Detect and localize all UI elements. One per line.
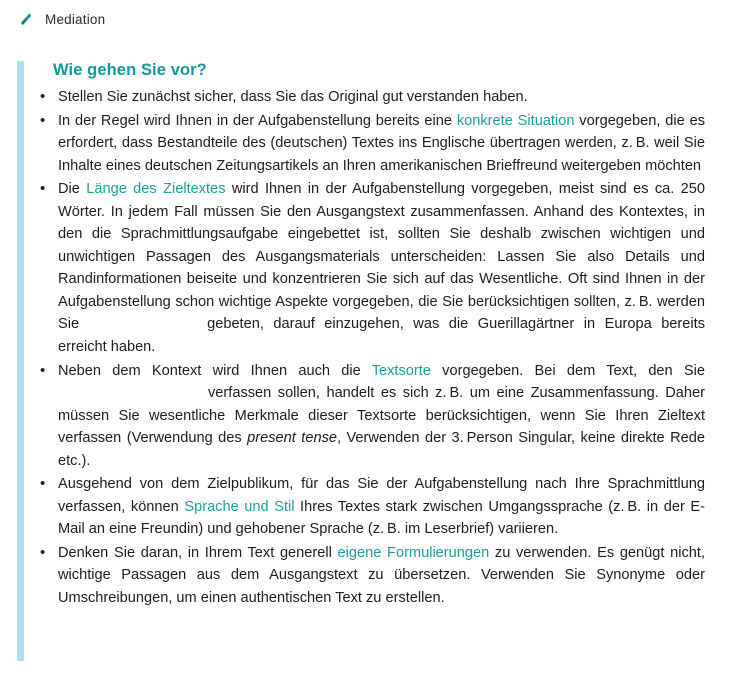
- page-header: [0, 0, 729, 28]
- info-box-heading: Wie gehen Sie vor?: [53, 61, 207, 79]
- keyword-konkrete-situation: konkrete Situation: [456, 112, 575, 129]
- teal-flag-marker-icon: [18, 12, 33, 27]
- steps-list: [38, 86, 705, 610]
- keyword-laenge-des-zieltextes: Länge des Zieltextes: [86, 181, 226, 198]
- list-item: [38, 360, 705, 473]
- step-3-text: Die Länge des Zieltextes wird Ihnen in der Aufgabenstellung vorgegeben, meist sind es ca. 250 Wörter. In jedem Fall müssen Sie den Ausgangstext zusammenfassen. Anhand des Kontextes, in den die Sprachmittlungsaufgabe eingebettet ist, sollten Sie deshalb zwischen wichtigen und unwichtigen Passagen des Ausgangsmaterials unterscheiden: Lassen Sie also Details und Randinformationen beiseite und konzentrieren Sie sich auf das Wesentliche. Oft sind Ihnen in der Aufgabenstellung schon wichtige Aspekte vorgegeben, die Sie berücksichtigen sollten, z. B. werden Sie gebeten, darauf einzugehen, was die Guerillagärtner in Europa bereits erreicht haben.: [58, 181, 706, 356]
- step-5-text: Ausgehend von dem Zielpublikum, für das Sie der Aufgabenstellung nach Ihre Sprachmittlung verfassen, können Sprache und Stil Ihres Textes stark zwischen Umgangssprache (z. B. in der E-Mail an eine Freundin) und gehobener Sprache (z. B. im Leserbrief) variieren.: [58, 476, 705, 538]
- list-item: [38, 542, 705, 610]
- list-item: [38, 110, 705, 178]
- step-4-text: Neben dem Kontext wird Ihnen auch die Textsorte vorgegeben. Bei dem Text, den Sieverfassen sollen, handelt es sich z. B. um eine Zusammenfassung. Daher müssen Sie wesentliche Merkmale dieser Textsorte berücksichtigen, wenn Sie Ihren Zieltext verfassen (Verwendung des present tense, Verwenden der 3. Person Singular, keine direkte Rede etc.).: [58, 362, 706, 469]
- italic-present-tense: present tense: [247, 430, 337, 447]
- list-item: [38, 178, 705, 358]
- keyword-eigene-formulierungen: eigene Formulierungen: [337, 544, 490, 561]
- step-2-text: In der Regel wird Ihnen in der Aufgabenstellung bereits eine konkrete Situation vorgegeben, die es erfordert, dass Bestandteile des (deutschen) Textes ins Englische übertragen werden, z. B. weil Sie Inhalte eines deutschen Zeitungsartikels an Ihren amerikanischen Brieffreund weitergeben möchten: [58, 112, 706, 174]
- info-box: [0, 61, 729, 610]
- step-6-text: Denken Sie daran, in Ihrem Text generell eigene Formulierungen zu verwenden. Es genügt nicht, wichtige Passagen aus dem Ausgangstext zu übersetzen. Verwenden Sie Synonyme oder Umschreibungen, um einen authentischen Text zu erstellen.: [58, 544, 705, 607]
- keyword-textsorte: Textsorte: [371, 362, 431, 379]
- list-item: [38, 473, 705, 541]
- page-title: Mediation: [45, 11, 106, 27]
- accent-bar: [17, 61, 24, 661]
- list-item: [38, 86, 705, 109]
- step-1-text: Stellen Sie zunächst sicher, dass Sie das Original gut verstanden haben.: [58, 89, 528, 105]
- keyword-sprache-und-stil: Sprache und Stil: [184, 498, 295, 515]
